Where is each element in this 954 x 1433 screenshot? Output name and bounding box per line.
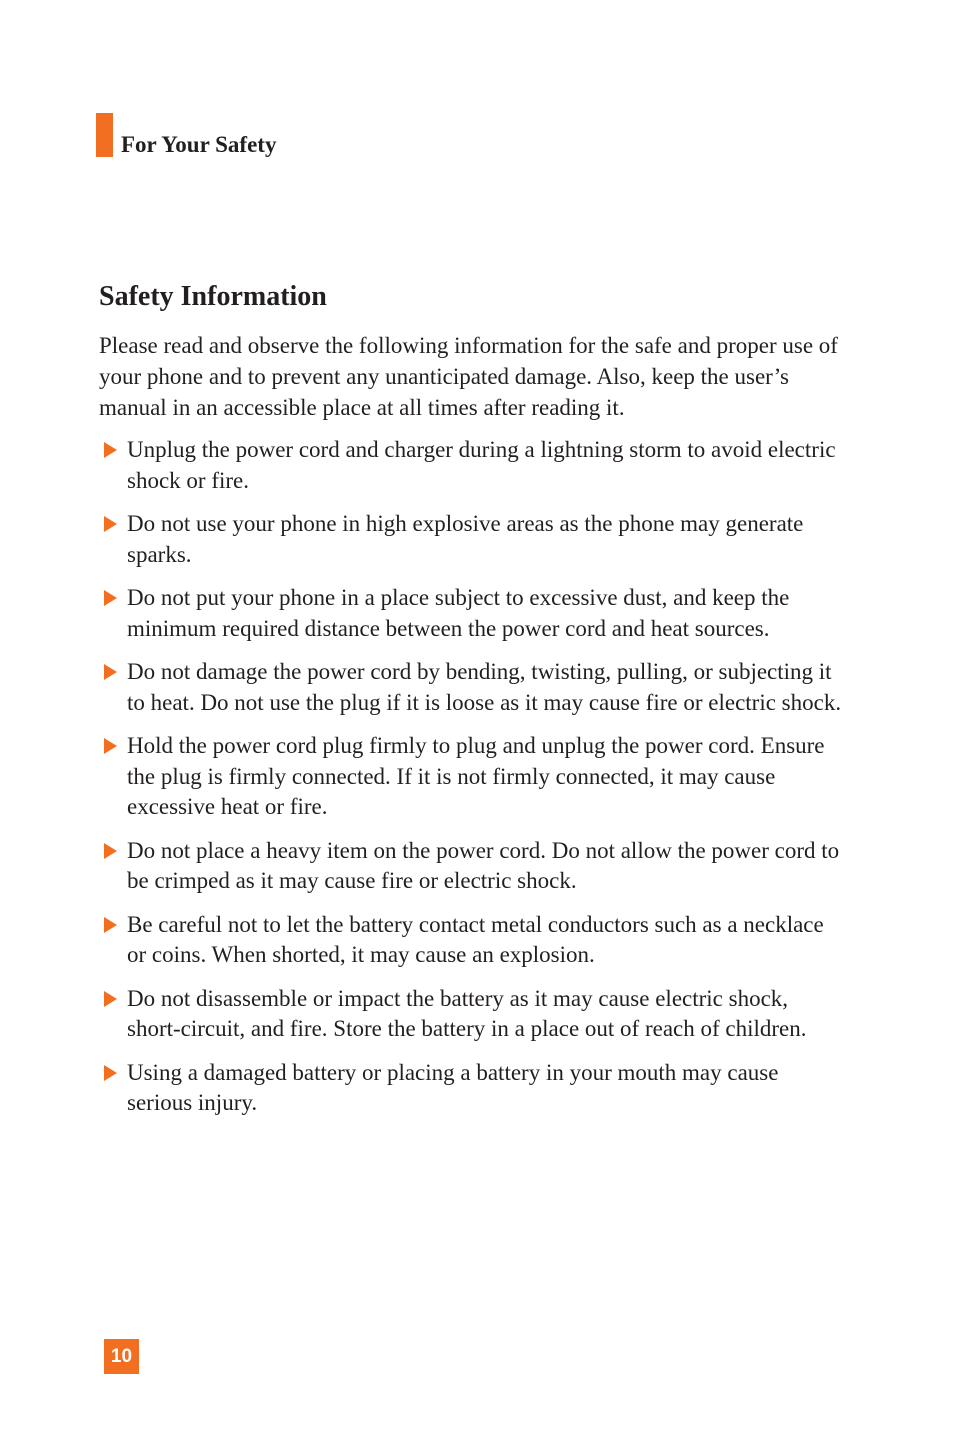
- list-item-text: Unplug the power cord and charger during a lightning storm to avoid electric shock or fire.: [127, 437, 836, 493]
- list-item-text: Be careful not to let the battery contact metal conductors such as a necklace or coins. When shorted, it may cause an explosion.: [127, 911, 824, 967]
- list-item: [99, 435, 844, 496]
- triangle-right-icon: [104, 738, 117, 754]
- header-title: For Your Safety: [121, 132, 277, 157]
- triangle-right-icon: [104, 442, 117, 458]
- triangle-right-icon: [104, 516, 117, 532]
- list-item-text: Using a damaged battery or placing a battery in your mouth may cause serious injury.: [127, 1059, 779, 1115]
- safety-bullet-list: [99, 435, 844, 1132]
- intro-paragraph: Please read and observe the following information for the safe and proper use of your phone and to prevent any unanticipated damage. Also, keep the user’s manual in an accessible place at all times after reading it.: [99, 333, 838, 420]
- list-item-text: Hold the power cord plug firmly to plug and unplug the power cord. Ensure the plug is firmly connected. If it is not firmly connected, it may cause excessive heat or fire.: [127, 733, 825, 819]
- triangle-right-icon: [104, 1065, 117, 1081]
- triangle-right-icon: [104, 590, 117, 606]
- list-item-text: Do not put your phone in a place subject to excessive dust, and keep the minimum required distance between the power cord and heat sources.: [127, 585, 790, 641]
- triangle-right-icon: [104, 843, 117, 859]
- list-item-text: Do not damage the power cord by bending, twisting, pulling, or subjecting it to heat. Do not use the plug if it is loose as it may cause fire or electric shock.: [127, 659, 842, 715]
- triangle-right-icon: [104, 991, 117, 1007]
- section-title: Safety Information: [99, 281, 327, 312]
- list-item-text: Do not use your phone in high explosive areas as the phone may generate sparks.: [127, 511, 804, 567]
- list-item: [99, 731, 844, 823]
- list-item: [99, 583, 844, 644]
- header-accent-bar: [96, 113, 113, 157]
- page-number-badge: 10: [104, 1339, 139, 1374]
- list-item: [99, 509, 844, 570]
- list-item-text: Do not place a heavy item on the power cord. Do not allow the power cord to be crimped as it may cause fire or electric shock.: [127, 837, 840, 893]
- list-item: [99, 657, 844, 718]
- list-item: [99, 984, 844, 1045]
- list-item-text: Do not disassemble or impact the battery as it may cause electric shock, short-circuit, and fire. Store the battery in a place out of reach of children.: [127, 985, 807, 1041]
- triangle-right-icon: [104, 917, 117, 933]
- list-item: [99, 910, 844, 971]
- list-item: [99, 836, 844, 897]
- triangle-right-icon: [104, 664, 117, 680]
- list-item: [99, 1058, 844, 1119]
